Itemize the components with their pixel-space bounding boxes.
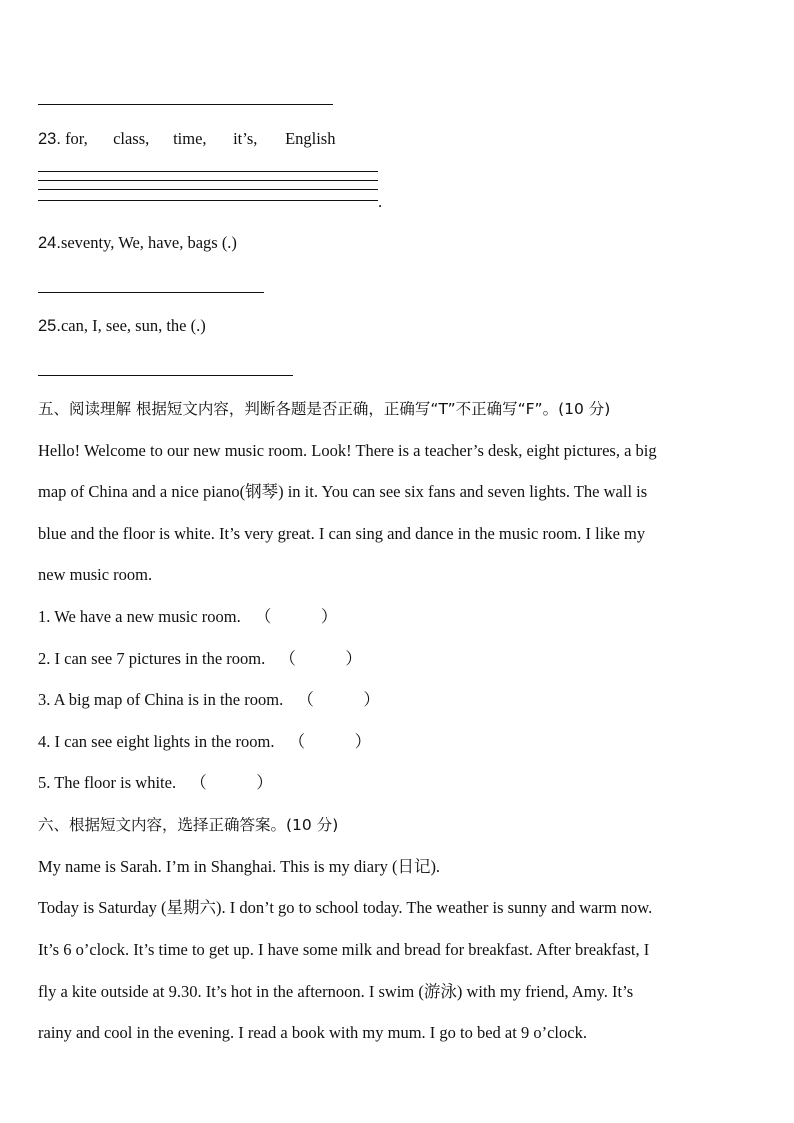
question-23 [38, 129, 335, 149]
answer-line-25[interactable] [38, 375, 293, 376]
statement-3-text: 3. A big map of China is in the room. [38, 690, 284, 709]
statement-2-answer-blank[interactable]: （ ） [279, 649, 362, 668]
answer-line-23-b[interactable] [38, 180, 378, 181]
statement-5-answer-blank[interactable]: （ ） [190, 773, 273, 792]
section-5-passage-line-4: new music room. [38, 565, 153, 584]
answer-line-22[interactable] [38, 104, 333, 105]
question-24 [38, 233, 237, 253]
statement-1-answer-blank[interactable]: （ ） [254, 607, 338, 626]
answer-line-24[interactable] [38, 292, 264, 293]
section-6-passage-line-4: fly a kite outside at 9.30. It’s hot in the afternoon. I swim (游泳) with my friend, Amy. It’s [38, 982, 634, 1001]
statement-2 [38, 649, 362, 669]
question-25-text: can, I, see, sun, the (.) [60, 316, 206, 335]
section-5-passage-line-2: map of China and a nice piano(钢琴) in it. You can see six fans and seven lights. The wall is [38, 482, 648, 501]
question-25 [38, 316, 206, 336]
statement-3 [38, 690, 380, 710]
word: it’s, [233, 129, 258, 148]
question-24-number: 24. [38, 234, 61, 252]
section-5-passage-line-1: Hello! Welcome to our new music room. Look! There is a teacher’s desk, eight pictures, a big [38, 441, 657, 460]
word: for, [65, 129, 88, 148]
answer-line-23-period: . [378, 192, 383, 211]
question-23-words [61, 129, 336, 148]
section-5-passage-line-3: blue and the floor is white. It’s very great. I can sing and dance in the music room. I like my [38, 524, 646, 543]
section-6-passage-line-1: My name is Sarah. I’m in Shanghai. This is my diary (日记). [38, 857, 441, 876]
statement-4 [38, 732, 371, 752]
statement-3-answer-blank[interactable]: （ ） [297, 690, 380, 709]
section-6-passage-line-5: rainy and cool in the evening. I read a book with my mum. I go to bed at 9 o’clock. [38, 1023, 587, 1042]
statement-5 [38, 773, 273, 793]
statement-5-text: 5. The floor is white. [38, 773, 177, 792]
answer-line-23-d[interactable] [38, 200, 378, 201]
word: time, [173, 129, 207, 148]
statement-1 [38, 607, 337, 627]
statement-1-text: 1. We have a new music room. [38, 607, 241, 626]
section-6-passage-line-2: Today is Saturday (星期六). I don’t go to school today. The weather is sunny and warm now. [38, 898, 653, 917]
question-23-number: 23. [38, 130, 61, 148]
question-25-number: 25. [38, 317, 61, 335]
answer-line-23-c[interactable] [38, 189, 378, 190]
statement-4-text: 4. I can see eight lights in the room. [38, 732, 275, 751]
section-6-heading: 六、根据短文内容，选择正确答案。(10 分) [38, 816, 339, 834]
answer-line-23-a[interactable] [38, 171, 378, 172]
section-5-heading: 五、阅读理解 根据短文内容，判断各题是否正确，正确写“T”不正确写“F”。(10 分) [38, 400, 611, 418]
statement-4-answer-blank[interactable]: （ ） [288, 732, 372, 751]
section-6-passage-line-3: It’s 6 o’clock. It’s time to get up. I have some milk and bread for breakfast. After breakfast, I [38, 940, 650, 959]
word: English [285, 129, 336, 148]
statement-2-text: 2. I can see 7 pictures in the room. [38, 649, 266, 668]
word: class, [113, 129, 150, 148]
question-24-text: seventy, We, have, bags (.) [60, 233, 237, 252]
